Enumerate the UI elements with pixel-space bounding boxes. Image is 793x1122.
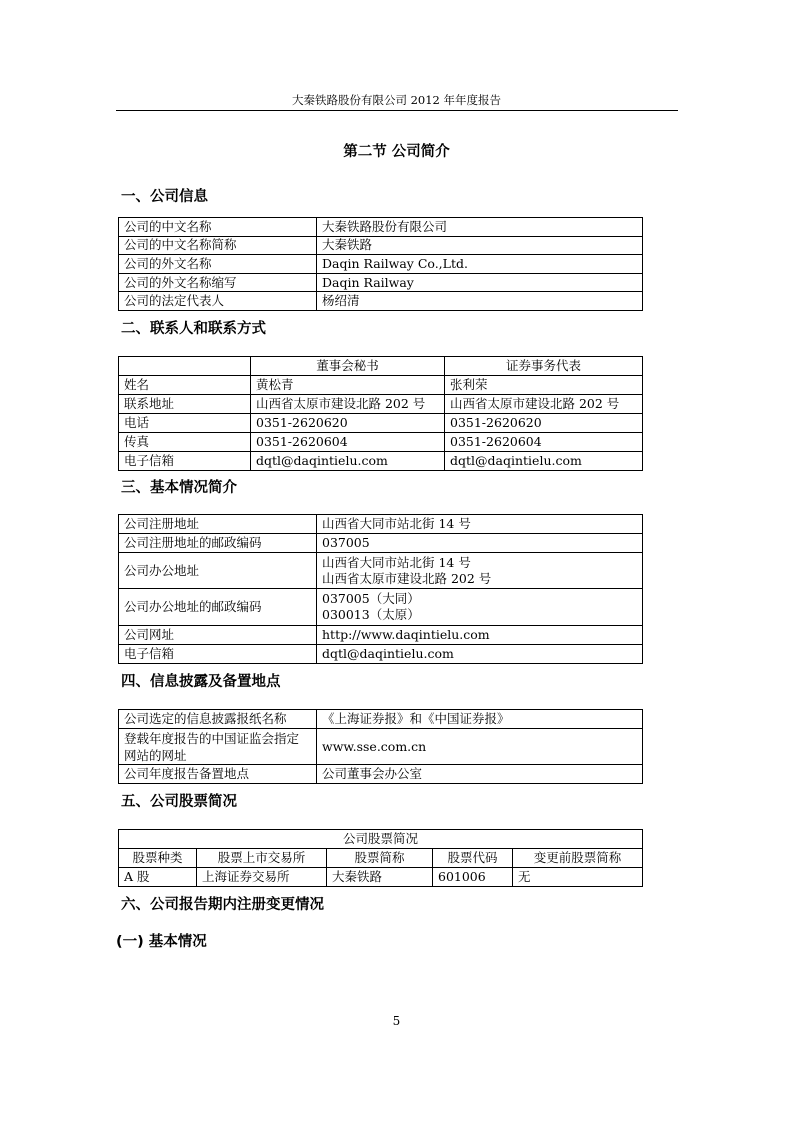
reg-postcode-label: 公司注册地址的邮政编码 bbox=[119, 534, 317, 553]
company-cn-short-label: 公司的中文名称简称 bbox=[119, 236, 317, 255]
contact-name-label: 姓名 bbox=[119, 376, 251, 395]
column-header-short-name: 股票简称 bbox=[327, 849, 433, 868]
stock-table-title: 公司股票简况 bbox=[119, 830, 643, 849]
email-label: 电子信箱 bbox=[119, 645, 317, 664]
company-en-short-label: 公司的外文名称缩写 bbox=[119, 273, 317, 292]
csrc-site-value: www.sse.com.cn bbox=[317, 729, 643, 765]
rep-fax: 0351-2620604 bbox=[445, 433, 643, 452]
stock-heading: 五、公司股票简况 bbox=[121, 794, 237, 810]
table-row bbox=[119, 534, 643, 553]
page-header: 大秦铁路股份有限公司 2012 年年度报告 bbox=[291, 93, 502, 107]
office-postcode-line: 037005（大同） bbox=[322, 591, 420, 606]
contacts-table bbox=[118, 356, 643, 471]
contact-email-label: 电子信箱 bbox=[119, 452, 251, 471]
stock-table bbox=[118, 829, 643, 887]
column-header-prev-name: 变更前股票简称 bbox=[513, 849, 643, 868]
column-header-exchange: 股票上市交易所 bbox=[197, 849, 327, 868]
legal-rep-value: 杨绍清 bbox=[317, 292, 643, 311]
basic-info-heading: 三、基本情况简介 bbox=[121, 480, 237, 496]
table-row bbox=[119, 395, 643, 414]
csrc-site-label: 登载年度报告的中国证监会指定网站的网址 bbox=[119, 729, 317, 765]
secretary-address: 山西省太原市建设北路 202 号 bbox=[251, 395, 445, 414]
newspaper-label: 公司选定的信息披露报纸名称 bbox=[119, 710, 317, 729]
table-row bbox=[119, 218, 643, 237]
stock-type-value: A 股 bbox=[119, 868, 197, 887]
table-row bbox=[119, 553, 643, 589]
office-address-label: 公司办公地址 bbox=[119, 553, 317, 589]
table-row bbox=[119, 273, 643, 292]
website-value: http://www.daqintielu.com bbox=[317, 626, 643, 645]
contact-phone-label: 电话 bbox=[119, 414, 251, 433]
contact-fax-label: 传真 bbox=[119, 433, 251, 452]
table-row bbox=[119, 433, 643, 452]
company-info-table bbox=[118, 217, 643, 311]
column-header-stock-type: 股票种类 bbox=[119, 849, 197, 868]
exchange-value: 上海证券交易所 bbox=[197, 868, 327, 887]
contacts-heading: 二、联系人和联系方式 bbox=[121, 321, 266, 337]
secretary-fax: 0351-2620604 bbox=[251, 433, 445, 452]
table-row bbox=[119, 292, 643, 311]
rep-phone: 0351-2620620 bbox=[445, 414, 643, 433]
table-row bbox=[119, 849, 643, 868]
company-en-name-label: 公司的外文名称 bbox=[119, 255, 317, 274]
company-cn-name-label: 公司的中文名称 bbox=[119, 218, 317, 237]
company-en-short-value: Daqin Railway bbox=[317, 273, 643, 292]
basic-situation-heading: (一) 基本情况 bbox=[116, 934, 207, 950]
reg-address-value: 山西省大同市站北街 14 号 bbox=[317, 515, 643, 534]
email-value: dqtl@daqintielu.com bbox=[317, 645, 643, 664]
basic-info-table bbox=[118, 514, 643, 664]
column-header-secretary: 董事会秘书 bbox=[251, 357, 445, 376]
newspaper-value: 《上海证券报》和《中国证券报》 bbox=[317, 710, 643, 729]
rep-email: dqtl@daqintielu.com bbox=[445, 452, 643, 471]
office-address-line: 山西省太原市建设北路 202 号 bbox=[322, 570, 492, 586]
company-en-name-value: Daqin Railway Co.,Ltd. bbox=[317, 255, 643, 274]
company-cn-name-value: 大秦铁路股份有限公司 bbox=[317, 218, 643, 237]
header-rule bbox=[116, 110, 678, 111]
reg-postcode-value: 037005 bbox=[317, 534, 643, 553]
secretary-email: dqtl@daqintielu.com bbox=[251, 452, 445, 471]
table-row bbox=[119, 452, 643, 471]
table-row bbox=[119, 515, 643, 534]
company-cn-short-value: 大秦铁路 bbox=[317, 236, 643, 255]
website-label: 公司网址 bbox=[119, 626, 317, 645]
section-title: 第二节 公司简介 bbox=[343, 144, 450, 160]
table-row bbox=[119, 645, 643, 664]
reg-address-label: 公司注册地址 bbox=[119, 515, 317, 534]
column-header-rep: 证券事务代表 bbox=[445, 357, 643, 376]
table-row bbox=[119, 357, 643, 376]
office-postcode-line: 030013（太原） bbox=[322, 607, 420, 622]
legal-rep-label: 公司的法定代表人 bbox=[119, 292, 317, 311]
contact-address-label: 联系地址 bbox=[119, 395, 251, 414]
column-header-code: 股票代码 bbox=[433, 849, 513, 868]
report-location-value: 公司董事会办公室 bbox=[317, 765, 643, 784]
report-location-label: 公司年度报告备置地点 bbox=[119, 765, 317, 784]
office-address-line: 山西省大同市站北街 14 号 bbox=[322, 554, 471, 570]
secretary-phone: 0351-2620620 bbox=[251, 414, 445, 433]
office-postcode-label: 公司办公地址的邮政编码 bbox=[119, 589, 317, 626]
table-row bbox=[119, 765, 643, 784]
table-row bbox=[119, 710, 643, 729]
rep-address: 山西省太原市建设北路 202 号 bbox=[445, 395, 643, 414]
table-row bbox=[119, 255, 643, 274]
table-row bbox=[119, 236, 643, 255]
page-number: 5 bbox=[392, 1014, 401, 1028]
office-postcode-cell bbox=[317, 589, 643, 626]
disclosure-heading: 四、信息披露及备置地点 bbox=[121, 674, 281, 690]
registration-changes-heading: 六、公司报告期内注册变更情况 bbox=[121, 897, 324, 913]
rep-name: 张利荣 bbox=[445, 376, 643, 395]
company-info-heading: 一、公司信息 bbox=[121, 189, 208, 205]
table-row bbox=[119, 868, 643, 887]
table-row bbox=[119, 414, 643, 433]
table-row bbox=[119, 729, 643, 765]
code-value: 601006 bbox=[433, 868, 513, 887]
table-row bbox=[119, 626, 643, 645]
contacts-corner-cell bbox=[119, 357, 251, 376]
table-row bbox=[119, 589, 643, 626]
table-row bbox=[119, 830, 643, 849]
prev-name-value: 无 bbox=[513, 868, 643, 887]
short-name-value: 大秦铁路 bbox=[327, 868, 433, 887]
office-address-cell bbox=[317, 553, 643, 589]
table-row bbox=[119, 376, 643, 395]
secretary-name: 黄松青 bbox=[251, 376, 445, 395]
disclosure-table bbox=[118, 709, 643, 784]
